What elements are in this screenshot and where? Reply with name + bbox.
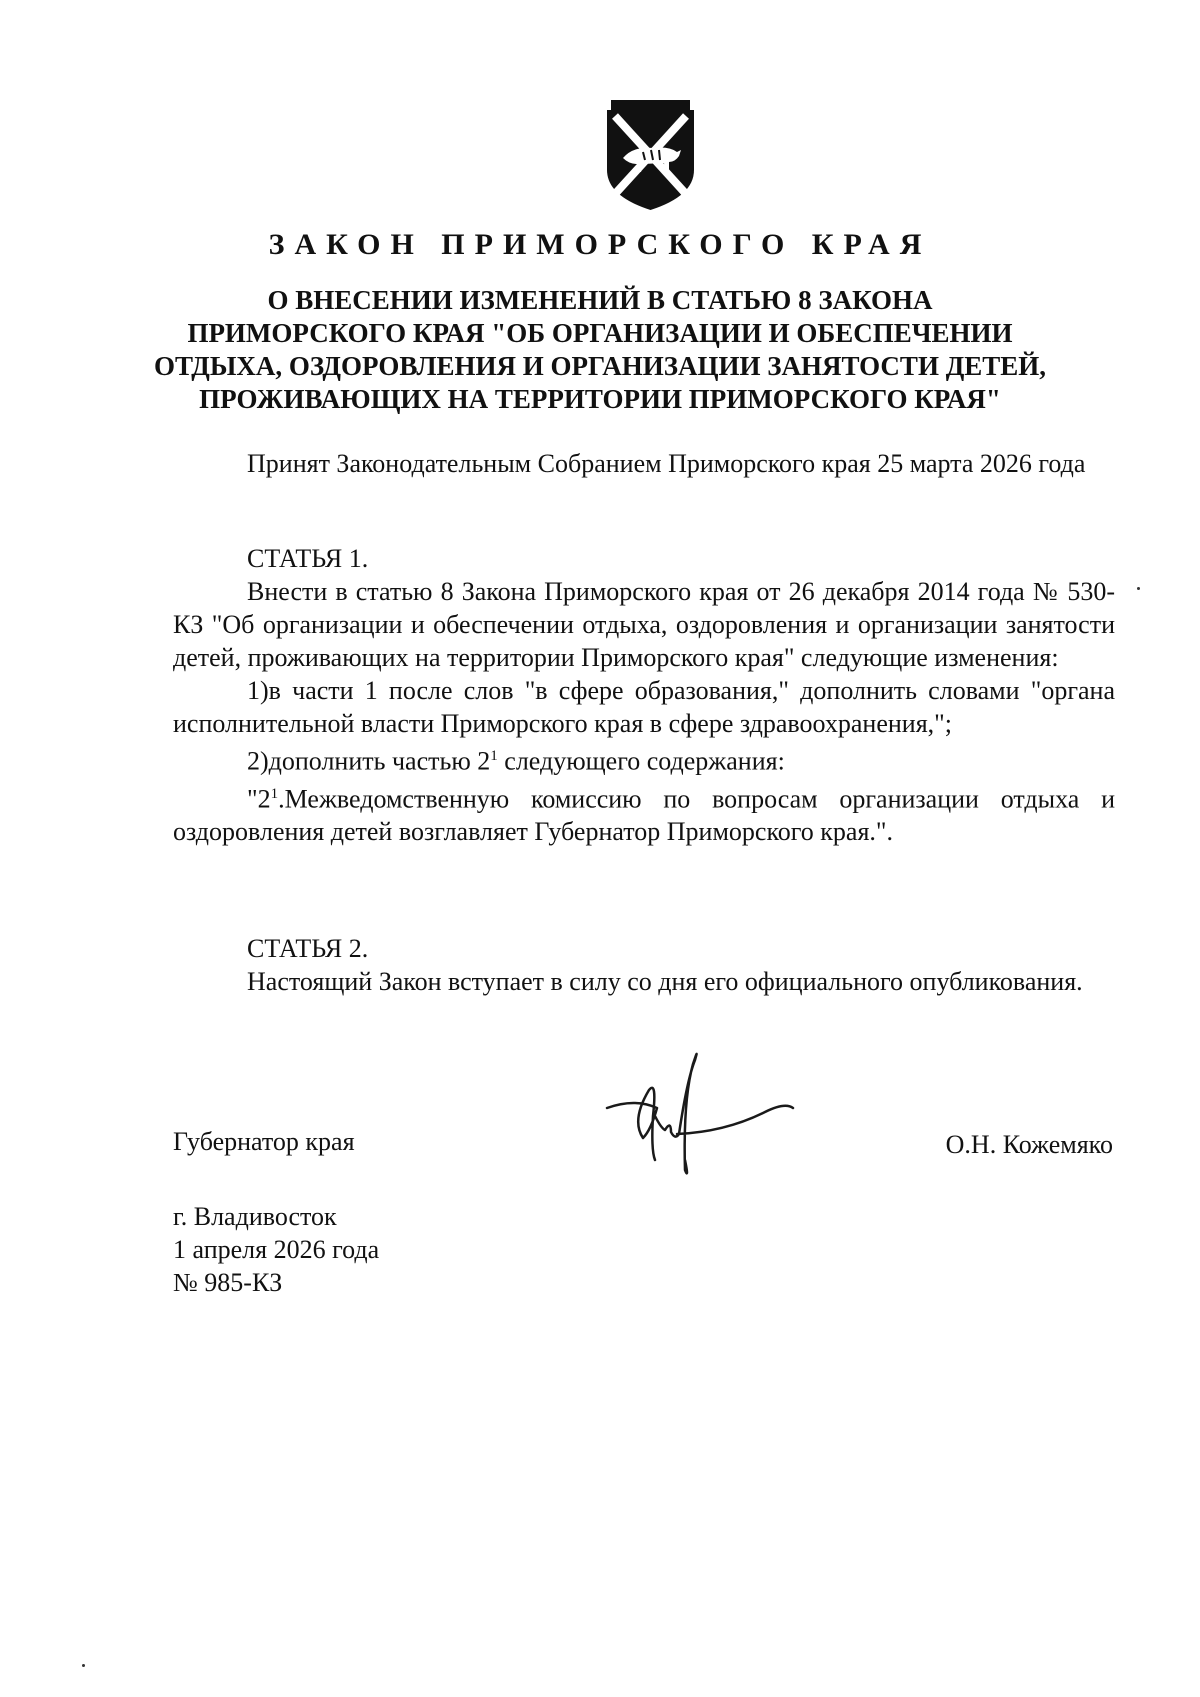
law-number: № 985-КЗ — [173, 1268, 283, 1297]
item-2-text: 2)дополнить частью 2 — [247, 746, 491, 776]
coat-of-arms-icon — [603, 100, 698, 212]
scan-speck — [1137, 587, 1140, 590]
law-subtitle — [150, 284, 1050, 416]
quote-start: "2 — [247, 784, 271, 814]
article-1-item-2 — [173, 740, 1115, 778]
article-1-body — [173, 575, 1115, 848]
law-title: ЗАКОН ПРИМОРСКОГО КРАЯ — [268, 228, 932, 261]
subtitle-line: ОТДЫХА, ОЗДОРОВЛЕНИЯ И ОРГАНИЗАЦИИ ЗАНЯТОСТИ ДЕТЕЙ, — [153, 351, 1047, 381]
adoption-statement: Принят Законодательным Собранием Приморского края 25 марта 2026 года — [247, 449, 1086, 478]
superscript: 1 — [490, 748, 498, 764]
signing-date: 1 апреля 2026 года — [173, 1235, 380, 1264]
document-footer — [173, 1200, 379, 1299]
subtitle-line: ПРОЖИВАЮЩИХ НА ТЕРРИТОРИИ ПРИМОРСКОГО КРАЯ" — [199, 384, 1001, 414]
article-1-quote — [173, 778, 1115, 849]
item-2-text-end: следующего содержания: — [497, 746, 785, 776]
article-1-heading: СТАТЬЯ 1. — [247, 544, 369, 573]
signatory-name: О.Н. Кожемяко — [945, 1130, 1113, 1159]
subtitle-line: О ВНЕСЕНИИ ИЗМЕНЕНИЙ В СТАТЬЮ 8 ЗАКОНА — [267, 285, 933, 315]
quote-text: .Межведомственную комиссию по вопросам организации отдыха и оздоровления детей возглавляет Губернатор Приморского края.". — [173, 784, 1115, 847]
article-1-intro: Внести в статью 8 Закона Приморского края от 26 декабря 2014 года № 530-КЗ "Об организации и обеспечении отдыха, оздоровления и организации занятости детей, проживающих на территории Приморского края" следующие изменения: — [173, 577, 1115, 672]
superscript: 1 — [270, 785, 279, 802]
scan-speck — [82, 1664, 85, 1667]
article-1-item-1: 1)в части 1 после слов "в сфере образования," дополнить словами "органа исполнительной власти Приморского края в сфере здравоохранения,"; — [173, 676, 1115, 738]
article-2-heading: СТАТЬЯ 2. — [247, 934, 369, 963]
signing-city: г. Владивосток — [173, 1202, 337, 1231]
handwritten-signature — [605, 1040, 805, 1190]
subtitle-line: ПРИМОРСКОГО КРАЯ "ОБ ОРГАНИЗАЦИИ И ОБЕСПЕЧЕНИИ — [187, 318, 1013, 348]
article-2-text: Настоящий Закон вступает в силу со дня его официального опубликования. — [247, 967, 1083, 996]
signatory-position: Губернатор края — [173, 1127, 355, 1156]
